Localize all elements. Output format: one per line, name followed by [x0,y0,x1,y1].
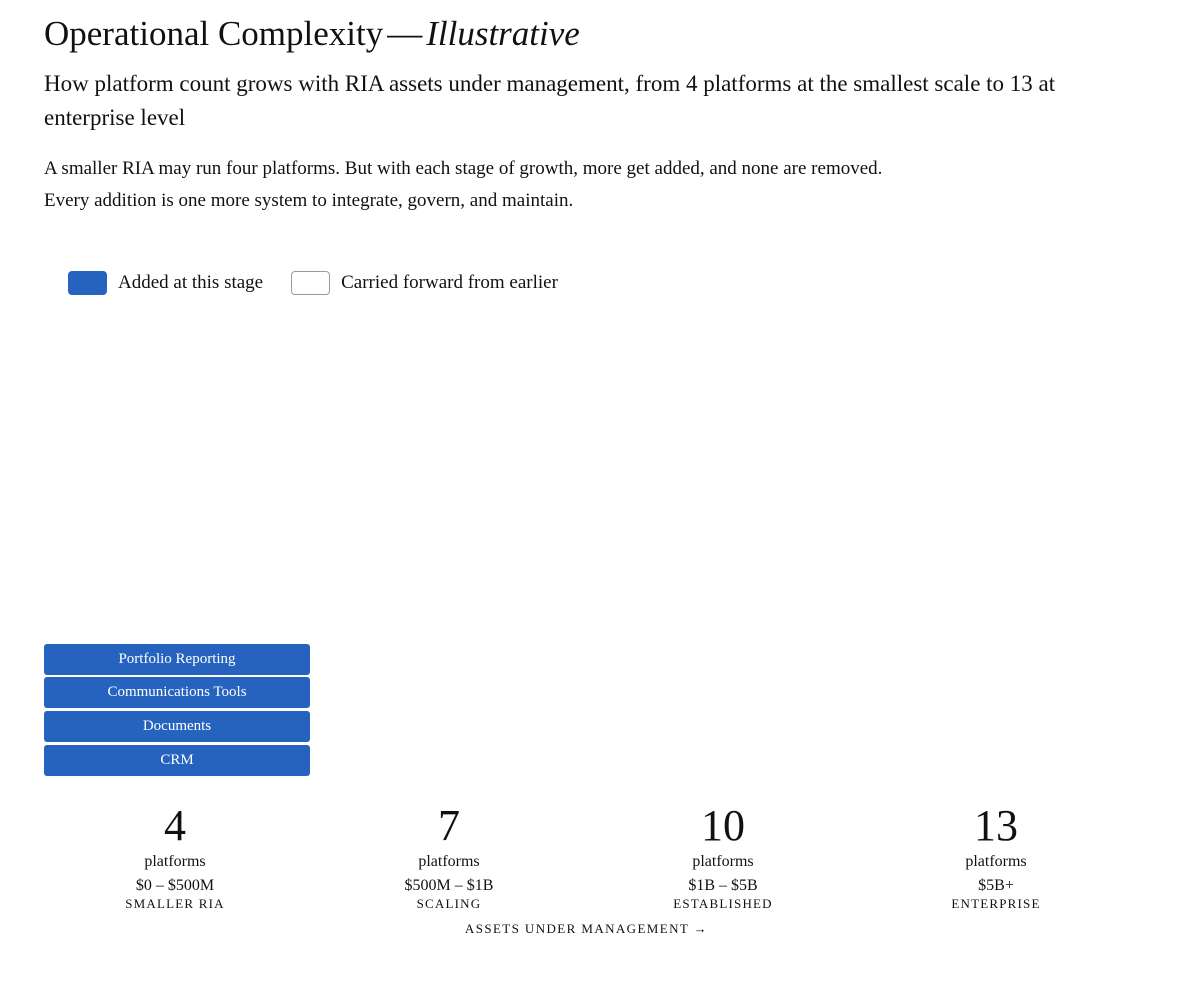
platform-count: 4 [164,801,186,850]
platform-unit: platforms [965,853,1027,870]
stage-name: ENTERPRISE [951,896,1041,911]
platform-count: 10 [701,801,745,850]
stage-name: SMALLER RIA [125,896,225,911]
legend-added-swatch [68,271,107,295]
page-title [44,14,580,54]
x-axis-label: ASSETS UNDER MANAGEMENT → [464,921,709,936]
platform-unit: platforms [692,853,754,870]
stage-summary [590,800,856,912]
platform-unit: platforms [144,853,206,870]
stage-name: ESTABLISHED [673,896,773,911]
aum-range: $5B+ [978,877,1014,894]
title-main: Operational Complexity [44,14,384,53]
platform-block: CRM [44,745,310,776]
title-italic: Illustrative [426,14,580,53]
stage-name: SCALING [416,896,482,911]
stage-summary [863,800,1129,912]
legend-carried-label: Carried forward from earlier [341,272,558,293]
platform-block: Communications Tools [44,677,310,708]
chart-description: A smaller RIA may run four platforms. But with each stage of growth, more get added, and none are removed. Every addition is one more system to integrate, govern, and maintain. [44,158,883,211]
title-separator: — [387,14,423,53]
platform-unit: platforms [418,853,480,870]
legend-carried-swatch [291,271,330,295]
platform-block: Portfolio Reporting [44,644,310,675]
platform-count: 7 [438,801,460,850]
aum-range: $1B – $5B [688,877,758,894]
aum-range: $500M – $1B [404,877,494,894]
legend-added-label: Added at this stage [118,272,264,293]
chart-subtitle: How platform count grows with RIA assets under management, from 4 platforms at the smallest scale to 13 at enterprise level [44,71,1056,130]
platform-count: 13 [974,801,1018,850]
aum-range: $0 – $500M [135,877,215,894]
stage-summary [316,800,582,912]
platform-block: Documents [44,711,310,742]
legend [68,270,586,296]
stage-summary [42,800,308,912]
